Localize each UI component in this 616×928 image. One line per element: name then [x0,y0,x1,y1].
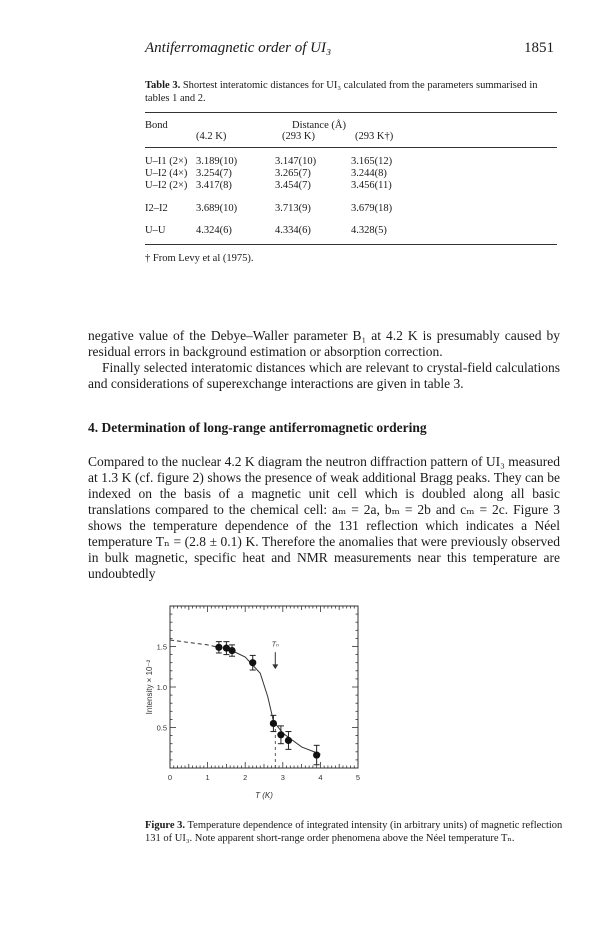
cell-293k-levy: 4.328(5) [351,225,387,236]
table-header-293k: (293 K) [282,131,315,142]
x-tick-label: 0 [167,773,173,782]
figure-3-chart [140,598,380,808]
cell-4-2k: 3.189(10) [196,156,238,167]
cell-bond: U–I1 (2×) [145,156,188,167]
page-number: 1851 [524,40,554,56]
cell-bond: U–I2 (2×) [145,180,188,191]
figure-caption-label: Figure 3. [145,820,186,831]
table-bottom-rule [145,244,557,245]
cell-293k: 3.265(7) [275,168,311,179]
chart-svg [140,598,380,808]
neel-arrow-head [272,664,278,669]
cell-bond: I2–I2 [145,203,168,214]
data-point [277,731,284,738]
table-header-rule [145,147,557,148]
body-paragraph-2-text: Finally selected interatomic distances which are relevant to crystal-field calculations and considerations of superexchange interactions are given in table 3. [88,360,560,391]
y-axis-label: Intensity × 10⁻² [145,659,154,715]
data-point [270,720,277,727]
y-tick-label: 1.5 [156,642,167,652]
body-paragraph-1: negative value of the Debye–Waller parameter B₁ at 4.2 K is presumably caused by residual errors in background estimation or absorption correction. [88,328,560,359]
neel-temperature-label: Tₙ [271,641,279,649]
cell-4-2k: 3.254(7) [196,168,232,179]
cell-293k-levy: 3.244(8) [351,168,387,179]
table-top-rule [145,112,557,113]
cell-bond: U–I2 (4×) [145,168,188,179]
cell-293k-levy: 3.679(18) [351,203,393,214]
table-caption-text: Shortest interatomic distances for UI₃ calculated from the parameters summarised in tables 1 and 2. [145,80,538,104]
cell-293k: 4.334(6) [275,225,311,236]
x-tick-label: 4 [318,773,323,782]
x-tick-label: 3 [280,773,285,782]
body-paragraph-3: Compared to the nuclear 4.2 K diagram the neutron diffraction pattern of UI₃ measured at 1.3 K (cf. figure 2) shows the presence of weak additional Bragg peaks. They can be indexed on the basis of a magnetic unit cell which is doubled along all basic translations compared to the chemical cell: aₘ = 2a, bₘ = 2b and cₘ = 2c. Figure 3 shows the temperature dependence of the 131 reflection which indicates a Néel temperature Tₙ = (2.8 ± 0.1) K. Therefore the anomalies that were previously observed in bulk magnetic, specific heat and NMR measurements near this temperature are undoubtedly [88,454,560,581]
data-point [313,751,320,758]
x-axis-label: T (K) [255,791,273,800]
figure-caption [145,819,563,845]
y-tick-label: 0.5 [156,723,167,733]
table-header-293kt: (293 K†) [355,131,394,142]
cell-293k: 3.454(7) [275,180,311,191]
x-tick-label: 2 [243,773,248,782]
cell-4-2k: 3.417(8) [196,180,232,191]
table-caption [145,79,557,105]
cell-4-2k: 4.324(6) [196,225,232,236]
x-tick-label: 1 [205,773,210,782]
table-header-bond: Bond [145,120,168,131]
cell-293k-levy: 3.165(12) [351,156,393,167]
figure-caption-text: Temperature dependence of integrated intensity (in arbitrary units) of magnetic reflection 131 of UI₃. Note apparent short-range order phenomena above the Néel temperature Tₙ. [145,820,563,844]
y-tick-label: 1.0 [156,683,167,692]
cell-4-2k: 3.689(10) [196,203,238,214]
data-point [285,737,292,744]
running-title: Antiferromagnetic order of UI₃ [145,40,332,56]
body-paragraph-2 [88,360,560,392]
plot-frame [170,606,358,768]
data-point [228,647,235,654]
table-caption-label: Table 3. [145,80,181,91]
cell-293k-levy: 3.456(11) [351,180,392,191]
section-heading: 4. Determination of long-range antiferromagnetic ordering [88,420,427,435]
cell-293k: 3.713(9) [275,203,311,214]
table-footnote: † From Levy et al (1975). [145,253,254,264]
table-header-distance: Distance (Å) [292,120,346,131]
data-point [215,644,222,651]
cell-bond: U–U [145,225,166,236]
x-tick-label: 5 [355,773,361,782]
table-header-42k: (4.2 K) [196,131,227,142]
data-point [249,659,256,666]
cell-293k: 3.147(10) [275,156,317,167]
